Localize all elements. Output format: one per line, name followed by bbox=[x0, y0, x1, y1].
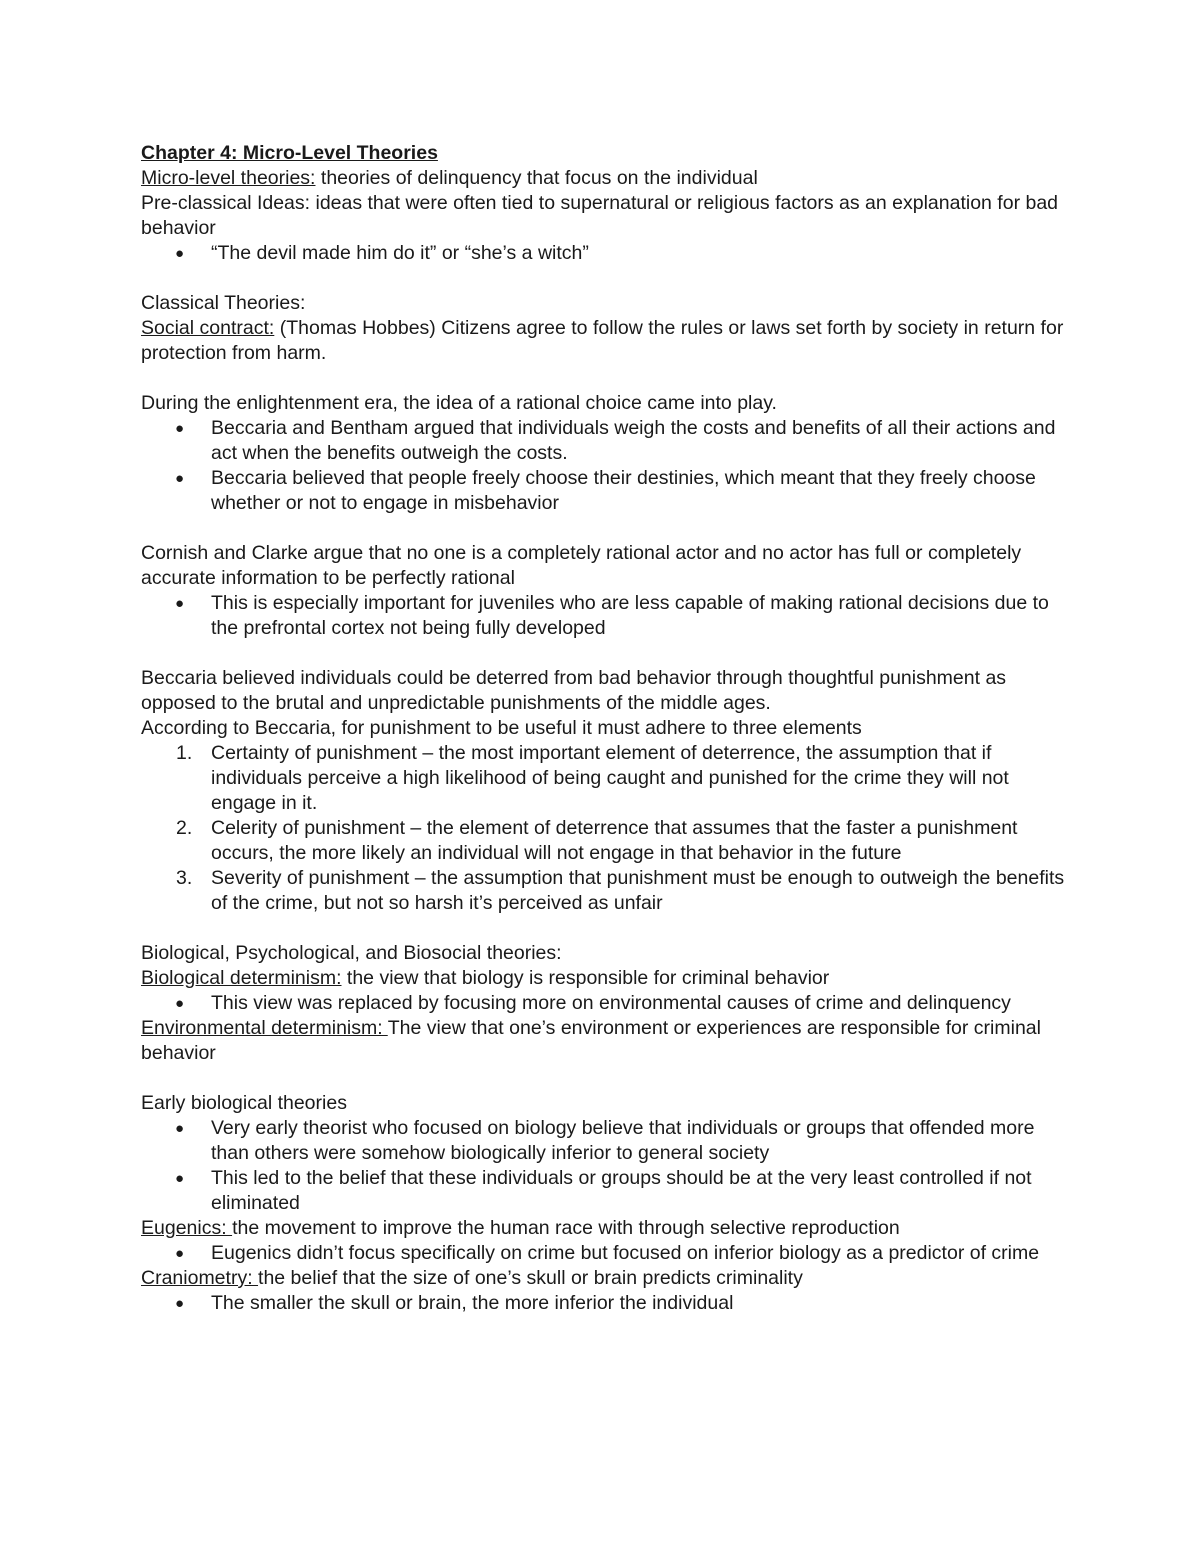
biological-determinism-term: Biological determinism: bbox=[141, 967, 342, 989]
craniometry-definition: Craniometry: the belief that the size of one’s skull or brain predicts criminality bbox=[141, 1267, 803, 1289]
list-number: 2. bbox=[176, 817, 193, 839]
list-item: 1. Certainty of punishment – the most important element of deterrence, the assumption that if individuals perceive a high likelihood of being caught and punished for the crime they will not engage in it. bbox=[176, 742, 1009, 814]
bullet-icon: ● bbox=[175, 1245, 185, 1262]
micro-level-definition: Micro-level theories: theories of delinquency that focus on the individual bbox=[141, 167, 758, 189]
bullet-icon: ● bbox=[175, 595, 185, 612]
enlightenment-bullets bbox=[141, 416, 1071, 516]
eugenics-bullets bbox=[141, 1241, 1071, 1266]
list-item: ● This view was replaced by focusing more on environmental causes of crime and delinquency bbox=[175, 992, 1011, 1014]
list-item: 3. Severity of punishment – the assumption that punishment must be enough to outweigh the benefits of the crime, but not so harsh it’s perceived as unfair bbox=[176, 867, 1065, 914]
early-bio-bullets bbox=[141, 1116, 1071, 1216]
early-bio-heading: Early biological theories bbox=[141, 1092, 347, 1114]
craniometry-bullets bbox=[141, 1291, 1071, 1316]
chapter-title: Chapter 4: Micro-Level Theories bbox=[141, 142, 438, 164]
eugenics-term: Eugenics: bbox=[141, 1217, 233, 1239]
bio-heading: Biological, Psychological, and Biosocial theories: bbox=[141, 942, 562, 964]
bullet-icon: ● bbox=[175, 1170, 185, 1187]
environmental-determinism-term: Environmental determinism: bbox=[141, 1017, 388, 1039]
bullet-icon: ● bbox=[175, 470, 185, 487]
eugenics-definition: Eugenics: the movement to improve the human race with through selective reproduction bbox=[141, 1217, 900, 1239]
list-number: 1. bbox=[176, 742, 193, 764]
classical-heading: Classical Theories: bbox=[141, 292, 306, 314]
list-item: ● The smaller the skull or brain, the more inferior the individual bbox=[175, 1292, 734, 1314]
list-item: 2. Celerity of punishment – the element of deterrence that assumes that the faster a punishment occurs, the more likely an individual will not engage in that behavior in the future bbox=[176, 817, 1018, 864]
bullet-icon: ● bbox=[175, 1120, 185, 1137]
list-item: ● Eugenics didn’t focus specifically on crime but focused on inferior biology as a predictor of crime bbox=[175, 1242, 1040, 1264]
list-item: ● Beccaria believed that people freely choose their destinies, which meant that they freely choose whether or not to engage in misbehavior bbox=[175, 467, 1036, 514]
list-item: ● This is especially important for juveniles who are less capable of making rational decisions due to the prefrontal cortex not being fully developed bbox=[175, 592, 1049, 639]
three-elements-intro: According to Beccaria, for punishment to be useful it must adhere to three elements bbox=[141, 717, 862, 739]
social-contract-term: Social contract: bbox=[141, 317, 275, 339]
craniometry-term: Craniometry: bbox=[141, 1267, 259, 1289]
micro-level-term: Micro-level theories: bbox=[141, 167, 316, 189]
list-item: ● This led to the belief that these individuals or groups should be at the very least controlled if not eliminated bbox=[175, 1167, 1032, 1214]
bio-determinism-bullets bbox=[141, 991, 1071, 1016]
deterrence-paragraph: Beccaria believed individuals could be deterred from bad behavior through thoughtful punishment as opposed to the brutal and unpredictable punishments of the middle ages. bbox=[141, 667, 1007, 714]
deterrence-elements-list bbox=[141, 741, 1071, 916]
list-item: ● Beccaria and Bentham argued that individuals weigh the costs and benefits of all their actions and act when the benefits outweigh the costs. bbox=[175, 417, 1056, 464]
list-number: 3. bbox=[176, 867, 193, 889]
preclassical-bullets bbox=[141, 241, 1071, 266]
bullet-icon: ● bbox=[175, 995, 185, 1012]
list-item: ● “The devil made him do it” or “she’s a witch” bbox=[175, 242, 589, 264]
cornish-clarke-paragraph: Cornish and Clarke argue that no one is a completely rational actor and no actor has full or completely accurate information to be perfectly rational bbox=[141, 542, 1022, 589]
enlightenment-paragraph: During the enlightenment era, the idea of a rational choice came into play. bbox=[141, 392, 777, 414]
bullet-icon: ● bbox=[175, 420, 185, 437]
list-item: ● Very early theorist who focused on biology believe that individuals or groups that offended more than others were somehow biologically inferior to general society bbox=[175, 1117, 1035, 1164]
preclassical-paragraph: Pre-classical Ideas: ideas that were often tied to supernatural or religious factors as an explanation for bad behavior bbox=[141, 192, 1059, 239]
bullet-icon: ● bbox=[175, 245, 185, 262]
document-page bbox=[141, 141, 1071, 1316]
biological-determinism-definition: Biological determinism: the view that biology is responsible for criminal behavior bbox=[141, 967, 830, 989]
social-contract-definition: Social contract: (Thomas Hobbes) Citizens agree to follow the rules or laws set forth by society in return for protection from harm. bbox=[141, 317, 1064, 364]
environmental-determinism-definition: Environmental determinism: The view that one’s environment or experiences are responsible for criminal behavior bbox=[141, 1017, 1041, 1064]
cornish-bullets bbox=[141, 591, 1071, 641]
bullet-icon: ● bbox=[175, 1295, 185, 1312]
